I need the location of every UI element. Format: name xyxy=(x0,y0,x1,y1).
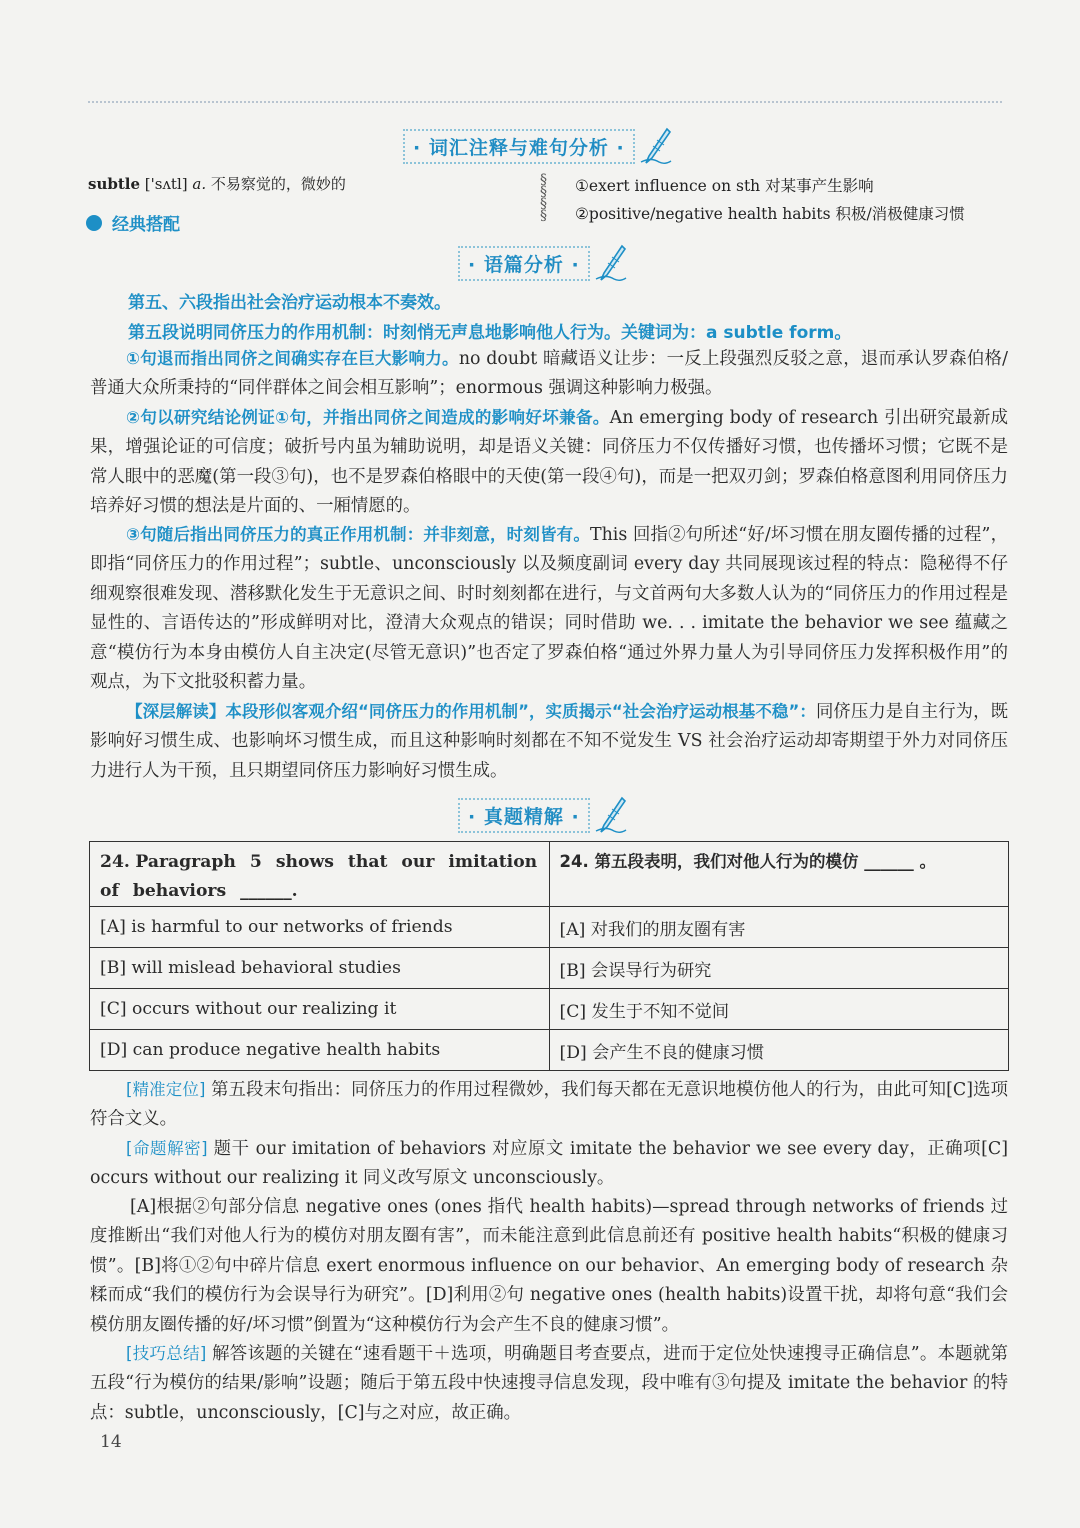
vocab-entry xyxy=(88,173,346,194)
explanation-distractors: [A]根据②句部分信息 negative ones (ones 指代 health habits)—spread through networks of friends 过度推断出“我们对他人行为的模仿对朋友圈有害”，而未能注意到此信息前还有 positive health habits“积极的健康习惯”。[B]将①②句中碎片信息 exert enormous influence on our behavior、An emerging body of research 杂糅而成“我们的模仿行为会误导行为研究”。[D]利用②句 negative ones (health habits)设置干扰，却将句意“我们会模仿朋友圈传播的好/坏习惯”倒置为“这种模仿行为会产生不良的健康习惯”。 xyxy=(90,1197,1008,1335)
option-row xyxy=(90,907,1009,948)
wavy-divider-icon: § § § § xyxy=(540,172,547,224)
explanation-tips: [技巧总结] 解答该题的关键在“速看题干＋选项，明确题目考查要点，进而于定位处快速搜寻正确信息”。本题就第五段“行为模仿的结果/影响”设题；随后于第五段中快速搜寻信息发现，段中唯有③句提及 imitate the behavior 的特点：subtle，unconsciously，[C]与之对应，故正确。 xyxy=(90,1344,1008,1423)
question-stem-row xyxy=(90,842,1009,907)
option-zh: [B] 会误导行为研究 xyxy=(549,948,1009,989)
vocab-pos: a. xyxy=(192,175,207,193)
pen-icon xyxy=(637,126,673,166)
vocab-meaning: 不易察觉的，微妙的 xyxy=(206,175,346,193)
vocab-phonetic: ['sʌtl] xyxy=(140,175,193,193)
explanation-decode: [命题解密] 题干 our imitation of behaviors 对应原文 imitate the behavior we see every day，正确项[C] occurs without our realizing it 同义改写原文 unconsciously。 xyxy=(90,1139,1008,1189)
analysis-point-1: ①句退而指出同侪之间确实存在巨大影响力。no doubt 暗藏语义让步：一反上段强烈反驳之意，退而承认罗森伯格/普通大众所秉持的“同伴群体之间会相互影响”；enormous 强调这种影响力极强。 xyxy=(90,349,1008,399)
option-en: [C] occurs without our realizing it xyxy=(90,989,550,1030)
option-en: [A] is harmful to our networks of friends xyxy=(90,907,550,948)
section-title: · 语篇分析 · xyxy=(458,246,590,281)
discourse-section-heading xyxy=(458,243,628,283)
section-title: · 词汇注释与难句分析 · xyxy=(403,129,635,164)
collocation-list xyxy=(575,172,965,228)
question-table xyxy=(89,841,1009,1071)
collocation-item: ①exert influence on sth 对某事产生影响 xyxy=(575,177,874,195)
analysis-point-3: ③句随后指出同侪压力的真正作用机制：并非刻意，时刻皆有。This 回指②句所述“好/坏习惯在朋友圈传播的过程”，即指“同侪压力的作用过程”；subtle、unconsciously 以及频度副词 every day 共同展现该过程的特点：隐秘得不仔细观察很难发现、潜移默化发生于无意识之间、时时刻刻都在进行，与文首两句大多数人认为的“同侪压力的作用过程是显性的、言语传达的”形成鲜明对比，澄清大众观点的错误；同时借助 we. . . imitate the behavior we see 蕴藏之意“模仿行为本身由模仿人自主决定(尽管无意识)”也否定了罗森伯格“通过外界力量人为引导同侪压力发挥积极作用”的观点，为下文批驳积蓄力量。 xyxy=(90,525,1008,693)
collocation-label: 经典搭配 xyxy=(112,215,180,235)
analysis-point-2: ②句以研究结论例证①句，并指出同侪之间造成的影响好坏兼备。An emerging body of research 引出研究最新成果，增强论证的可信度；破折号内虽为辅助说明，却是语义关键：同侪压力不仅传播好习惯，也传播坏习惯；它既不是常人眼中的恶魔(第一段③句)，也不是罗森伯格眼中的天使(第一段④句)，而是一把双刃剑；罗森伯格意图利用同侪压力培养好习惯的想法是片面的、一厢情愿的。 xyxy=(90,408,1008,517)
page-number: 14 xyxy=(100,1432,122,1452)
option-row xyxy=(90,989,1009,1030)
pen-icon xyxy=(592,795,628,835)
vocab-word: subtle xyxy=(88,175,141,193)
option-row xyxy=(90,948,1009,989)
top-divider xyxy=(88,101,1002,103)
vocab-section-heading xyxy=(403,126,673,166)
collocation-heading xyxy=(86,210,180,235)
analysis-summary: 第五、六段指出社会治疗运动根本不奏效。 xyxy=(128,293,451,313)
pen-icon xyxy=(592,243,628,283)
option-en: [D] can produce negative health habits xyxy=(90,1030,550,1071)
bullet-icon xyxy=(86,215,102,231)
question-section-heading xyxy=(458,795,628,835)
question-stem-en: 24. Paragraph 5 shows that our imitation of behaviors ______. xyxy=(90,842,550,907)
question-stem-zh: 24. 第五段表明，我们对他人行为的模仿 ______ 。 xyxy=(549,842,1009,907)
section-title: · 真题精解 · xyxy=(458,798,590,833)
analysis-paragraph-summary: 第五段说明同侪压力的作用机制：时刻悄无声息地影响他人行为。关键词为：a subtle form。 xyxy=(128,323,852,343)
collocation-item: ②positive/negative health habits 积极/消极健康习惯 xyxy=(575,205,965,223)
option-zh: [A] 对我们的朋友圈有害 xyxy=(549,907,1009,948)
option-zh: [C] 发生于不知不觉间 xyxy=(549,989,1009,1030)
explanation-locate: [精准定位] 第五段末句指出：同侪压力的作用过程微妙，我们每天都在无意识地模仿他人的行为，由此可知[C]选项符合文义。 xyxy=(90,1080,1008,1130)
option-zh: [D] 会产生不良的健康习惯 xyxy=(549,1030,1009,1071)
deep-reading: 【深层解读】本段形似客观介绍“同侪压力的作用机制”，实质揭示“社会治疗运动根基不稳”：同侪压力是自主行为，既影响好习惯生成、也影响坏习惯生成，而且这种影响时刻都在不知不觉发生 VS 社会治疗运动却寄期望于外力对同侪压力进行人为干预，且只期望同侪压力影响好习惯生成。 xyxy=(90,702,1008,781)
option-en: [B] will mislead behavioral studies xyxy=(90,948,550,989)
option-row xyxy=(90,1030,1009,1071)
